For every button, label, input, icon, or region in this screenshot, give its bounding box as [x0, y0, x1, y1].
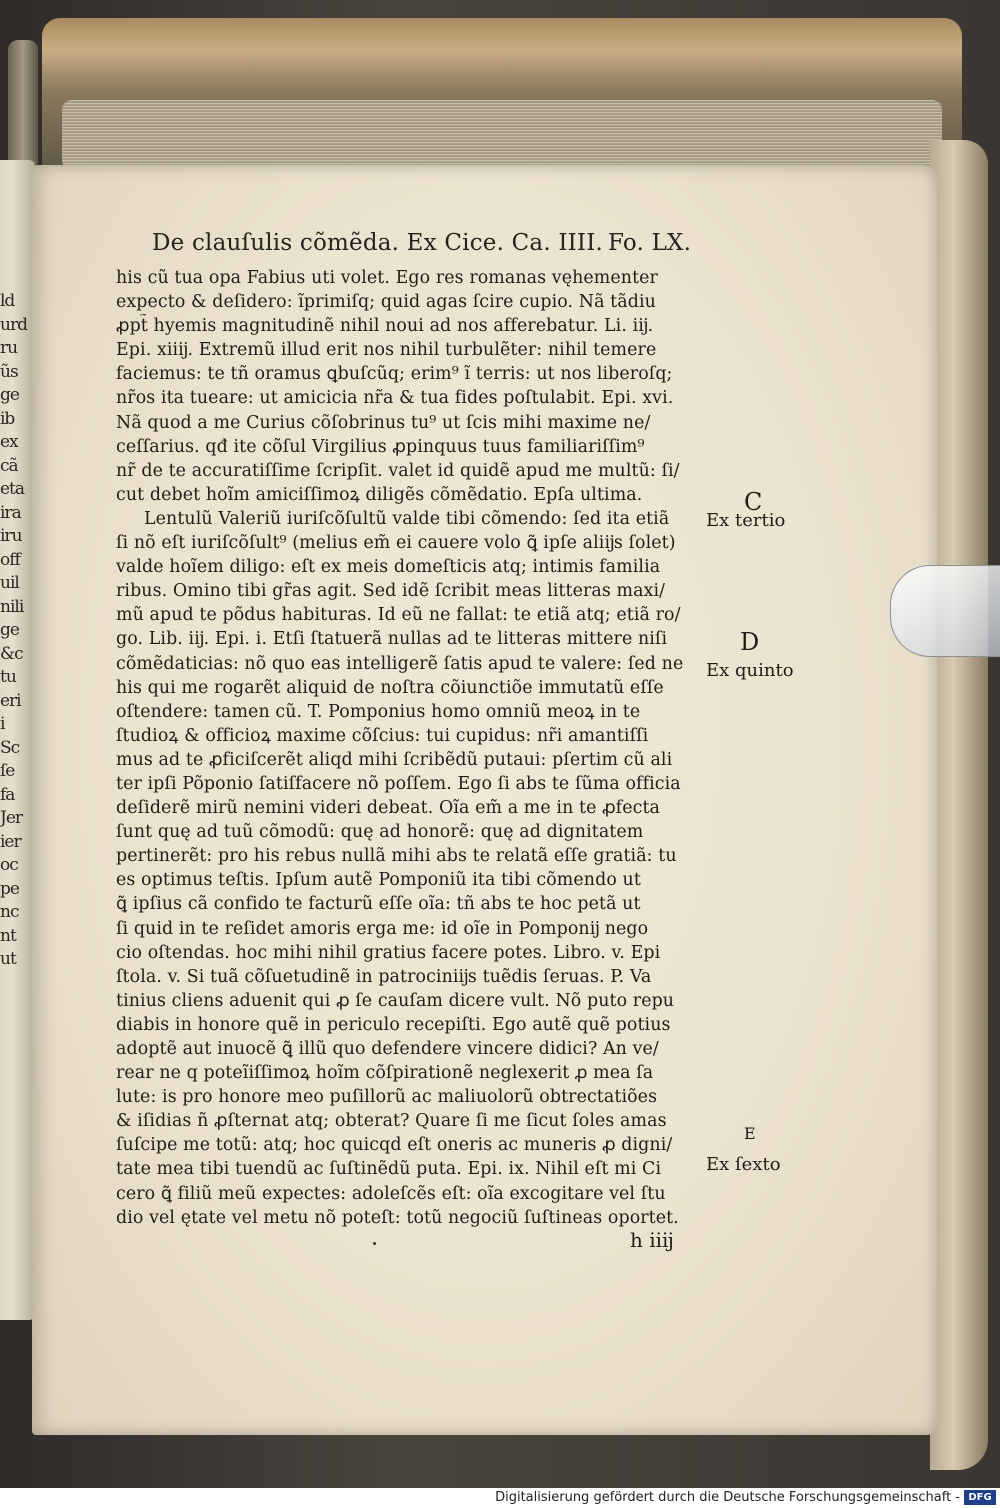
footer-credit: Digitalisierung gefördert durch die Deutsche Forschungsgemeinschaft - — [495, 1490, 960, 1505]
page-clip-holder — [890, 565, 1000, 657]
text-line: Lentulũ Valeriũ iuriſcõſultũ valde tibi cõmendo: ſed ita etiã — [144, 508, 670, 529]
text-line: nr̃os ita tueare: ut amicicia nr̃a & tua fides poſtulabit. Epi. xvi. — [116, 388, 674, 409]
left-edge-fragment: pe — [0, 878, 19, 899]
left-edge-fragment: ira — [0, 502, 21, 523]
left-edge-fragment: &c — [0, 643, 23, 664]
text-line: valde hoĩem diligo: eſt ex meis domeſticis atq; intimis familia — [116, 557, 661, 578]
text-line: ſuſcipe me totũ: atq; hoc quicqd eſt oneris ac muneris ꝓ digni/ — [116, 1135, 673, 1156]
text-line: tinius cliens aduenit qui ꝓ ſe cauſam dicere vult. Nõ puto repu — [116, 990, 675, 1011]
text-line: cero ꝗ̃ filiũ meũ expectes: adoleſcẽs eſt: oĩa excogitare vel ſtu — [116, 1183, 666, 1204]
left-edge-fragment: off — [0, 549, 20, 570]
text-line: ter ipſi Põponio ſatiſfacere nõ poſſem. Ego ſi abs te ſũma officia — [116, 773, 681, 794]
text-line: his qui me rogarẽt aliquid de noſtra cõiunctiõe immutatũ eſſe — [116, 677, 664, 698]
text-line: mus ad te ꝓficiſcerẽt aliqd mihi ſcribẽdũ putaui: pſertim cũ ali — [116, 749, 673, 770]
text-line: his cũ tua opa Fabius uti volet. Ego res romanas vęhementer — [116, 268, 658, 288]
text-line: nr̃ de te accuratiſſime ſcripſit. valet id quidẽ apud me multũ: ſi/ — [116, 460, 680, 481]
page-block-right-edge — [930, 140, 988, 1470]
text-line: ꝗ̃ ipſius cã confido te facturũ eſſe oĩa: tñ abs te hoc petã ut — [116, 894, 641, 915]
text-line: ſunt quę ad tuũ cõmodũ: quę ad honorẽ: quę ad dignitatem — [116, 822, 644, 843]
left-edge-fragment: ier — [0, 831, 21, 852]
text-line: dio vel ętate vel metu nõ poteſt: totũ negociũ ſuſtineas oportet. — [116, 1207, 679, 1228]
margin-letter-c: C — [744, 488, 763, 516]
left-edge-fragment: ut — [0, 949, 16, 969]
ink-dot — [373, 1242, 376, 1245]
text-line: ribus. Omino tibi gr̃as agit. Sed idẽ ſcribit meas litteras maxi/ — [116, 581, 666, 602]
text-line: ſtola. v. Si tuã cõſuetudinẽ in patrociniĳs tuẽdis ſeruas. P. Va — [116, 966, 652, 987]
left-edge-fragment: ge — [0, 385, 19, 405]
running-head-title: De clauſulis cõmẽda. Ex Cice. Ca. IIII. — [152, 230, 604, 256]
text-line: Epi. xiiĳ. Extremũ illud erit nos nihil turbulẽter: nihil temere — [116, 340, 657, 361]
left-edge-fragment: fa — [0, 784, 15, 805]
left-edge-fragment: cã — [0, 455, 18, 476]
text-line: ceſſarius. qđ ite cõſul Virgilius ꝓpinquus tuus familiariſſim⁹ — [116, 436, 645, 457]
left-edge-fragment: nili — [0, 596, 24, 617]
left-edge-fragment: ũs — [0, 361, 18, 382]
left-edge-fragment: Jer — [0, 808, 23, 828]
left-edge-fragment: eri — [0, 690, 21, 711]
margin-letter-e: E — [744, 1124, 756, 1143]
text-line: & iſidias ñ ꝓſternat atq; obterat? Quare ſi me ſicut ſoles amas — [116, 1111, 667, 1132]
left-edge-fragment: ex — [0, 432, 18, 452]
text-line: expecto & deſidero: ĩprimiſq; quid agas ſcire cupio. Nã tãdiu — [116, 292, 656, 313]
left-edge-fragment: eta — [0, 479, 25, 499]
left-edge-fragment: iru — [0, 526, 22, 546]
text-line: deſiderẽ mirũ nemini videri debeat. Oĩa em̃ a me in te ꝓfecta — [116, 798, 661, 819]
left-edge-fragment: ſe — [0, 761, 15, 781]
text-line: cio oſtendas. hoc mihi nihil gratius facere potes. Libro. v. Epi — [116, 942, 661, 963]
left-edge-fragment: tu — [0, 667, 16, 687]
left-edge-fragment: oc — [0, 855, 18, 875]
text-line: rear ne q poteĩiſſimoꝝ hoĩm cõſpirationẽ neglexerit ꝓ mea ſa — [116, 1063, 654, 1084]
text-line: Nã quod a me Curius cõſobrinus tu⁹ ut ſcis mihi maxime ne/ — [116, 412, 651, 433]
margin-note-ex-tertio: Ex tertio — [706, 510, 786, 531]
text-line: adoptẽ aut inuocẽ ꝗ̃ illũ quo defendere vincere didici? An ve/ — [116, 1039, 659, 1059]
text-line: es optimus teſtis. Ipſum autẽ Pomponiũ ita tibi cõmendo ut — [116, 870, 641, 891]
running-head — [152, 230, 692, 256]
text-line: lute: is pro honore meo puſillorũ ac maliuolorũ obtrectatiões — [116, 1087, 658, 1108]
text-line: cut debet hoĩm amiciſſimoꝝ diligẽs cõmẽdatio. Epſa ultima. — [116, 484, 643, 505]
left-edge-fragment: nc — [0, 902, 19, 922]
left-edge-fragment: uil — [0, 573, 19, 593]
text-line: ſtudioꝝ & officioꝝ maxime cõſcius: tui cupidus: nr̃i amantiſſi — [116, 725, 649, 746]
text-line: mũ apud te põdus habituras. Id eũ ne fallat: te etiã atq; etiã ro/ — [116, 605, 681, 626]
left-edge-fragment: nt — [0, 925, 16, 946]
text-line: ſi quid in te reſidet amoris erga me: id oĩe in Pomponĳ nego — [116, 918, 649, 939]
left-edge-fragment: ge — [0, 620, 19, 640]
margin-note-ex-sexto: Ex ſexto — [706, 1154, 781, 1175]
folio-number: Fo. LX. — [608, 230, 692, 256]
book-top-edge — [42, 18, 962, 178]
body-text — [116, 266, 708, 1230]
margin-letter-d: D — [740, 628, 760, 656]
text-line: faciemus: te tñ oramus ꝗbuſcũq; erim⁹ ĩ terris: ut nos liberoſq; — [116, 364, 673, 385]
text-line: tate mea tibi tuendũ ac ſuſtinẽdũ puta. Epi. ix. Nihil eſt mi Ci — [116, 1159, 662, 1180]
left-page-edge-text — [0, 290, 30, 1190]
left-edge-fragment: urd — [0, 314, 27, 335]
text-line: go. Lib. iĳ. Epi. i. Etſi ſtatuerã nullas ad te litteras mittere niſi — [116, 629, 668, 650]
text-line: cõmẽdaticias: nõ quo eas intelligerẽ ſatis apud te valere: ſed ne — [116, 653, 684, 674]
left-edge-fragment: Sc — [0, 737, 20, 758]
left-edge-fragment: ib — [0, 408, 15, 429]
left-edge-fragment: ru — [0, 338, 18, 358]
text-line: diabis in honore quẽ in periculo recepiſti. Ego autẽ quẽ potius — [116, 1014, 671, 1035]
text-line: ꝓpt̃ hyemis magnitudinẽ nihil noui ad nos afferebatur. Li. iĳ. — [116, 316, 654, 337]
text-line: pertinerẽt: pro his rebus nullã mihi abs te relatã eſſe gratiã: tu — [116, 846, 677, 867]
left-edge-fragment: ld — [0, 291, 15, 311]
text-line: oſtendere: tamen cũ. T. Pomponius homo omniũ meoꝝ in te — [116, 701, 641, 722]
text-line: ſi nõ eſt iuriſcõſult⁹ (melius em̃ ei cauere volo ꝗ̃ ipſe aliĳs ſolet) — [116, 533, 676, 554]
left-edge-fragment: i — [0, 714, 5, 734]
dfg-logo: DFG — [964, 1490, 996, 1505]
signature-mark: h iiĳ — [630, 1228, 673, 1252]
margin-note-ex-quinto: Ex quinto — [706, 660, 794, 681]
